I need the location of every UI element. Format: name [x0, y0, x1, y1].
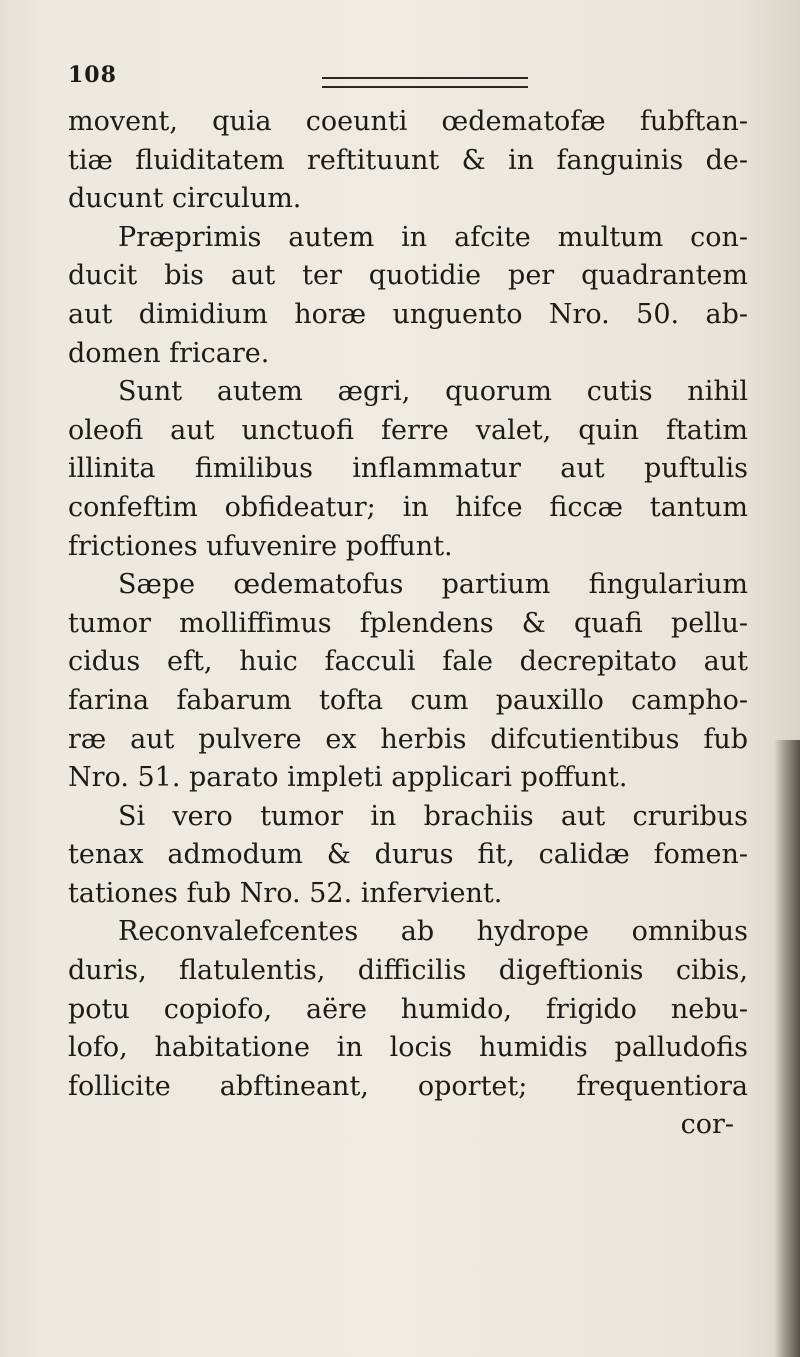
page-header: [60, 62, 620, 92]
text-line: Nro. 51. parato impleti applicari poffunt.: [68, 762, 628, 794]
text-line: oleofi aut unctuofi ferre valet, quin ftatim: [68, 414, 748, 446]
text-line: lofo, habitatione in locis humidis palludofis: [68, 1032, 748, 1064]
text-line: aut dimidium horæ unguento Nro. 50. ab-: [68, 298, 748, 330]
text-line: frictiones ufuvenire poffunt.: [68, 530, 453, 562]
body-text: [68, 103, 748, 1145]
page-number: 108: [68, 62, 117, 88]
text-line: confeftim obfideatur; in hifce ficcæ tantum: [68, 491, 748, 523]
header-rule: [322, 77, 528, 88]
text-line: tationes fub Nro. 52. infervient.: [68, 877, 503, 909]
text-line: ducit bis aut ter quotidie per quadrantem: [68, 260, 748, 292]
text-line: Reconvalefcentes ab hydrope omnibus: [118, 916, 748, 948]
text-line: Sunt autem ægri, quorum cutis nihil: [118, 376, 748, 408]
text-line: tiæ fluiditatem reftituunt & in fanguinis de-: [68, 144, 748, 176]
text-line: potu copiofo, aëre humido, frigido nebu-: [68, 993, 748, 1025]
text-line: illinita fimilibus inflammatur aut puftulis: [68, 453, 748, 485]
text-line: tenax admodum & durus fit, calidæ fomen-: [68, 839, 748, 871]
text-line: farina fabarum tofta cum pauxillo campho-: [68, 684, 748, 716]
text-line: movent, quia coeunti œdematofæ fubftan-: [68, 106, 748, 137]
text-line: Si vero tumor in brachiis aut cruribus: [118, 800, 748, 832]
text-line: tumor molliffimus fplendens & quafi pellu-: [68, 607, 748, 639]
text-line: Præprimis autem in afcite multum con-: [118, 221, 748, 253]
catchword: cor-: [680, 1109, 734, 1141]
page-edge-shadow: [774, 740, 800, 1357]
text-line: ræ aut pulvere ex herbis difcutientibus fub: [68, 723, 748, 755]
text-line: follicite abftineant, oportet; frequentiora: [68, 1070, 748, 1102]
text-line: duris, flatulentis, difficilis digeftionis cibis,: [68, 955, 748, 987]
text-line: domen fricare.: [68, 337, 270, 369]
text-line: ducunt circulum.: [68, 183, 302, 215]
text-line: cidus eft, huic facculi fale decrepitato aut: [68, 646, 748, 678]
text-line: Sæpe œdematofus partium fingularium: [118, 569, 748, 601]
